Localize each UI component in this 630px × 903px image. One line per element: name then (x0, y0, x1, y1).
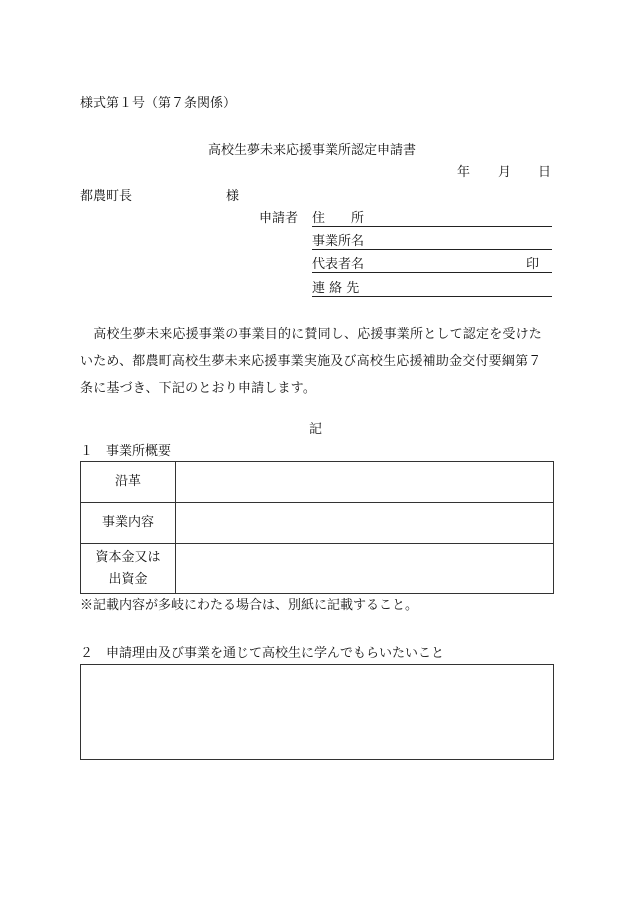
representative-field[interactable] (312, 272, 552, 273)
business-content-label: 事業内容 (81, 503, 176, 544)
addressee-honorific: 様 (226, 189, 240, 204)
business-content-cell[interactable] (176, 503, 554, 544)
section2-heading: ２ 申請理由及び事業を通じて高校生に学んでもらいたいこと (80, 646, 445, 661)
section1-note: ※記載内容が多岐にわたる場合は、別紙に記載すること。 (80, 598, 419, 613)
table-row (81, 503, 554, 544)
capital-cell[interactable] (176, 544, 554, 594)
office-name-label: 事業所名 (312, 234, 365, 249)
representative-label: 代表者名 (312, 257, 365, 272)
history-label: 沿革 (81, 462, 176, 503)
table-row (81, 462, 554, 503)
office-overview-table (80, 461, 554, 594)
contact-field[interactable] (312, 296, 552, 297)
section1-heading: １ 事業所概要 (80, 444, 172, 459)
table-row (81, 544, 554, 594)
body-line: いため、都農町高校生夢未来応援事業実施及び高校生応援補助金交付要綱第７ (80, 354, 542, 369)
address-label: 住 所 (312, 211, 365, 226)
date-month-label: 月 (498, 165, 512, 180)
seal-mark: 印 (526, 257, 540, 272)
applicant-label: 申請者 (259, 211, 299, 226)
capital-label: 資本金又は 出資金 (81, 544, 176, 594)
body-paragraph (80, 321, 552, 402)
ki-heading: 記 (309, 422, 323, 437)
history-cell[interactable] (176, 462, 554, 503)
body-line: 高校生夢未来応援事業の事業目的に賛同し、応援事業所として認定を受けた (80, 327, 543, 342)
addressee-name: 都農町長 (80, 189, 133, 204)
address-field[interactable] (312, 226, 552, 227)
office-name-field[interactable] (312, 249, 552, 250)
application-reason-box[interactable] (80, 664, 554, 760)
body-line: 条に基づき、下記のとおり申請します。 (80, 381, 317, 396)
form-number: 様式第１号（第７条関係） (80, 96, 237, 111)
date-year-label: 年 (457, 165, 471, 180)
contact-label: 連 絡 先 (312, 281, 360, 296)
date-day-label: 日 (538, 165, 552, 180)
document-title: 高校生夢未来応援事業所認定申請書 (208, 143, 417, 158)
